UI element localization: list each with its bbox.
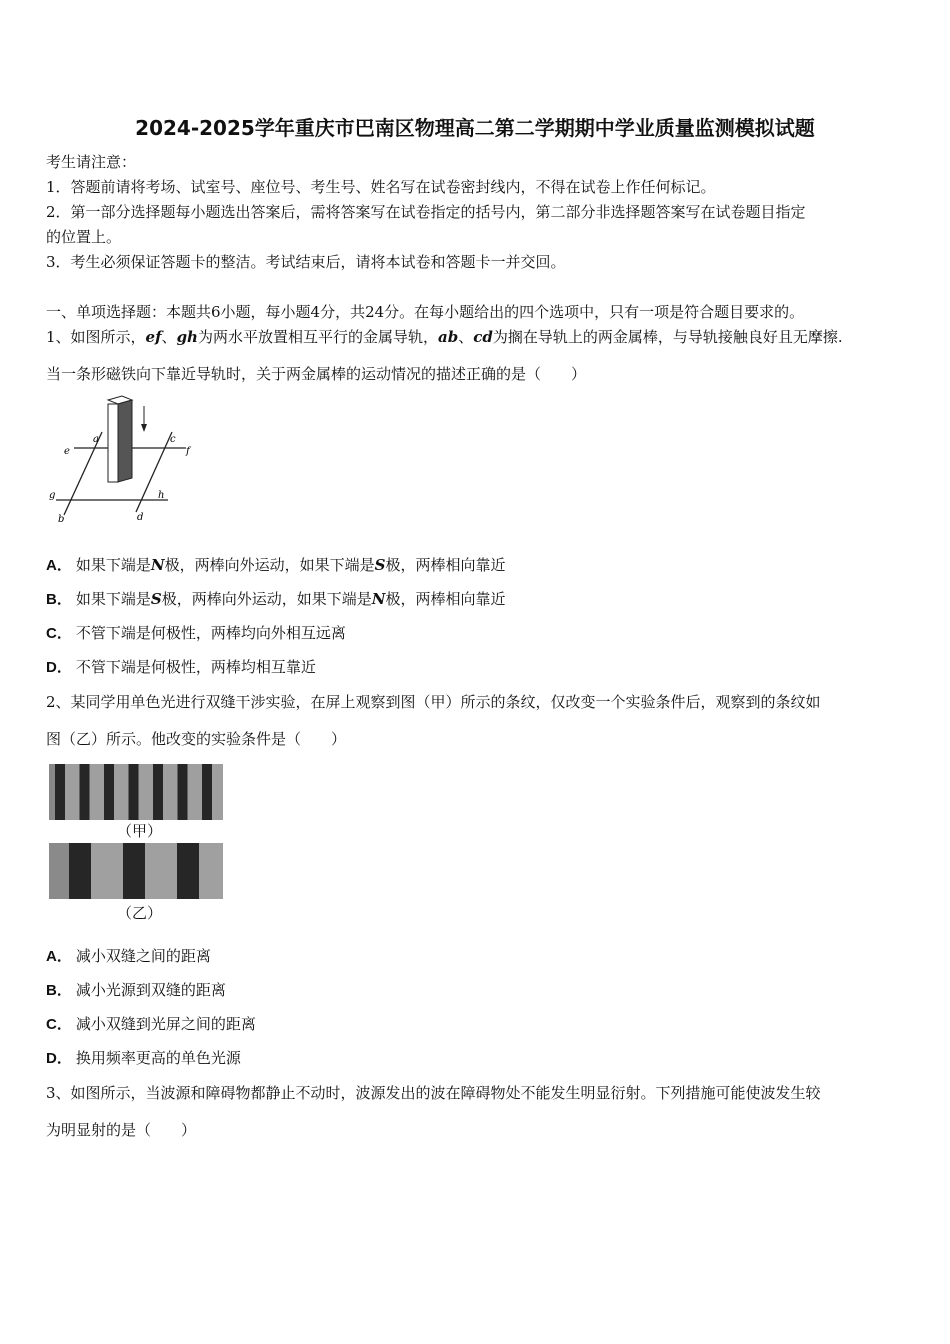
dark-fringe	[80, 764, 90, 820]
notice-item: 的位置上。	[46, 228, 122, 246]
label-h: h	[158, 490, 165, 501]
label-a: a	[93, 434, 99, 445]
question-1-stem	[46, 327, 843, 347]
q1-option-c[interactable]	[46, 623, 346, 644]
label-d: d	[137, 512, 144, 523]
bright-fringe	[139, 764, 154, 820]
q1-option-d[interactable]	[46, 657, 316, 678]
q1-var-ef: ef	[145, 328, 162, 346]
option-text: 减小双缝到光屏之间的距离	[75, 1015, 256, 1033]
option-letter: A．	[46, 557, 72, 574]
question-2-stem: 2、某同学用单色光进行双缝干涉实验，在屏上观察到图（甲）所示的条纹，仅改变一个实验条件后，观察到的条纹如	[46, 693, 821, 711]
option-pole: N	[150, 556, 165, 574]
q1-text: 1、如图所示，	[46, 328, 146, 346]
bright-fringe	[114, 764, 129, 820]
notice-item: 3．考生必须保证答题卡的整洁。考试结束后，请将本试卷和答题卡一并交回。	[46, 253, 566, 271]
option-letter: D．	[46, 659, 72, 676]
caption-yi: （乙）	[117, 904, 163, 922]
label-g: g	[49, 490, 56, 501]
dark-fringe	[104, 764, 114, 820]
option-text: 不管下端是何极性，两棒均向外相互远离	[75, 624, 346, 642]
option-letter: B．	[46, 982, 72, 999]
fringe-pattern-yi	[49, 843, 223, 899]
q1-text: 为搁在导轨上的两金属棒，与导轨接触良好且无摩擦.	[492, 328, 843, 346]
bright-fringe	[145, 843, 177, 899]
q1-option-a[interactable]	[46, 555, 505, 576]
label-f: f	[186, 446, 190, 457]
question-3-stem-line2: 为明显射的是（ ）	[46, 1121, 197, 1139]
q1-var-cd: cd	[473, 328, 493, 346]
option-text: 减小双缝之间的距离	[75, 947, 211, 965]
dark-fringe	[123, 843, 145, 899]
option-text: 减小光源到双缝的距离	[75, 981, 226, 999]
option-text: 如果下端是	[75, 556, 151, 574]
bright-fringe	[65, 764, 80, 820]
q1-var-ab: ab	[437, 328, 459, 346]
question-2-stem-line2: 图（乙）所示。他改变的实验条件是（ ）	[46, 730, 347, 748]
section-heading: 一、单项选择题：本题共6小题，每小题4分，共24分。在每小题给出的四个选项中，只有一项是符合题目要求的。	[46, 303, 805, 321]
bright-fringe	[199, 843, 223, 899]
q2-option-d[interactable]	[46, 1048, 241, 1069]
q2-option-c[interactable]	[46, 1014, 256, 1035]
q1-option-b[interactable]	[46, 589, 505, 610]
option-text: 如果下端是	[75, 590, 151, 608]
option-letter: D．	[46, 1050, 72, 1067]
fringe-pattern-jia	[49, 764, 223, 820]
label-b: b	[58, 514, 65, 525]
label-e: e	[64, 446, 70, 457]
bright-fringe	[163, 764, 178, 820]
option-text: 极，两棒向外运动，如果下端是	[164, 556, 375, 574]
notice-heading: 考生请注意：	[46, 153, 137, 171]
caption-jia: （甲）	[117, 822, 163, 840]
dark-fringe	[129, 764, 139, 820]
option-pole: S	[150, 590, 162, 608]
question-3-stem: 3、如图所示，当波源和障碍物都静止不动时，波源发出的波在障碍物处不能发生明显衍射。下列措施可能使波发生较	[46, 1084, 821, 1102]
dark-fringe	[69, 843, 91, 899]
option-text: 不管下端是何极性，两棒均相互靠近	[75, 658, 316, 676]
option-text: 换用频率更高的单色光源	[75, 1049, 241, 1067]
option-text: 极，两棒相向靠近	[385, 556, 506, 574]
q1-sep: 、	[161, 328, 177, 346]
option-text: 极，两棒向外运动，如果下端是	[161, 590, 372, 608]
q1-text: 为两水平放置相互平行的金属导轨，	[197, 328, 438, 346]
page-title: 2024-2025学年重庆市巴南区物理高二第二学期期中学业质量监测模拟试题	[135, 116, 815, 140]
bright-fringe	[91, 843, 123, 899]
bright-fringe	[188, 764, 203, 820]
bright-fringe	[90, 764, 105, 820]
dark-fringe	[177, 843, 199, 899]
option-letter: C．	[46, 625, 72, 642]
q1-var-gh: gh	[176, 328, 198, 346]
notice-item: 1．答题前请将考场、试室号、座位号、考生号、姓名写在试卷密封线内，不得在试卷上作任何标记。	[46, 178, 716, 196]
dark-fringe	[153, 764, 163, 820]
question-1-stem-line2: 当一条形磁铁向下靠近导轨时，关于两金属棒的运动情况的描述正确的是（ ）	[46, 365, 587, 383]
option-pole: S	[374, 556, 386, 574]
option-text: 极，两棒相向靠近	[385, 590, 506, 608]
option-pole: N	[371, 590, 386, 608]
bright-fringe	[212, 764, 223, 820]
dark-fringe	[202, 764, 212, 820]
option-letter: C．	[46, 1016, 72, 1033]
label-c: c	[170, 434, 176, 445]
q1-sep: 、	[458, 328, 474, 346]
option-letter: B．	[46, 591, 72, 608]
notice-item: 2．第一部分选择题每小题选出答案后，需将答案写在试卷指定的括号内，第二部分非选择题答案写在试卷题目指定	[46, 203, 806, 221]
q2-option-b[interactable]	[46, 980, 226, 1001]
dark-fringe	[178, 764, 188, 820]
rails-magnet-figure	[46, 392, 206, 527]
q2-option-a[interactable]	[46, 946, 211, 967]
dark-fringe	[55, 764, 65, 820]
option-letter: A．	[46, 948, 72, 965]
